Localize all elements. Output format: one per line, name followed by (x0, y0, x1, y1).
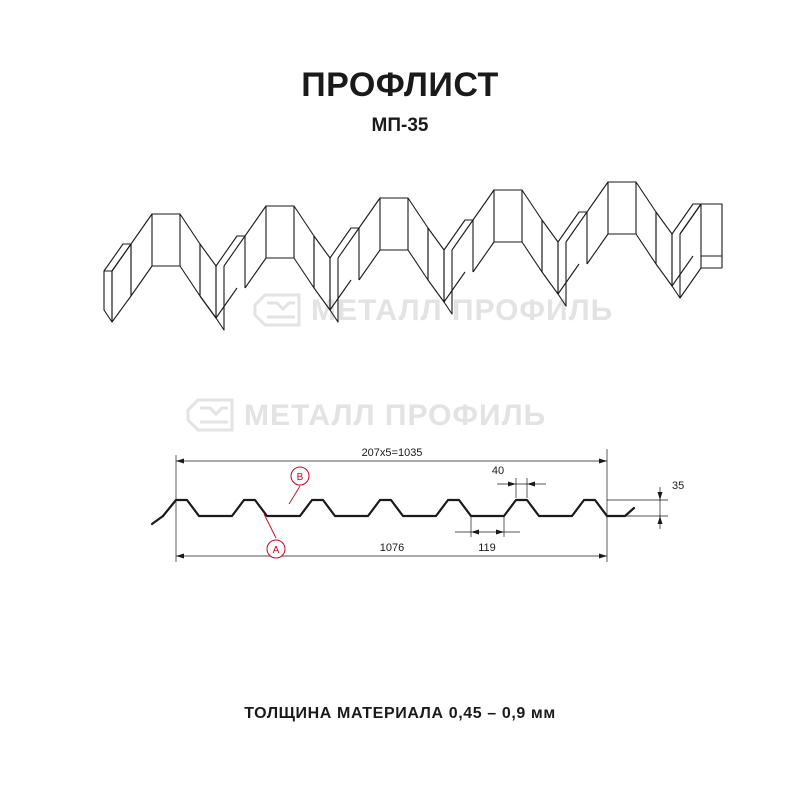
watermark-text-lower: МЕТАЛЛ ПРОФИЛЬ (244, 399, 547, 432)
page-title: ПРОФЛИСТ (301, 66, 499, 104)
callout-b-label: B (296, 472, 304, 483)
dimension-label-useful-width: 207х5=1035 (361, 447, 423, 459)
product-model: МП-35 (371, 115, 429, 136)
material-thickness-note: ТОЛЩИНА МАТЕРИАЛА 0,45 – 0,9 мм (244, 705, 556, 722)
watermark-lower (188, 399, 546, 432)
watermark-text-upper: МЕТАЛЛ ПРОФИЛЬ (311, 294, 614, 327)
dimension-label-rib-top-width: 40 (491, 465, 505, 477)
dimension-label-rib-height: 35 (672, 480, 685, 492)
metall-profil-logo-icon-2 (188, 400, 232, 430)
cross-section-profile (152, 500, 634, 524)
metall-profil-logo-icon (255, 295, 299, 325)
dimension-label-total-width: 1076 (379, 542, 405, 554)
dimension-label-rib-pitch: 119 (478, 542, 496, 554)
dimension-rib-height (607, 487, 668, 529)
callout-a-marker (264, 514, 285, 558)
callout-b-marker (289, 467, 309, 504)
dimension-rib-top-width (497, 478, 546, 498)
dimension-rib-pitch (455, 516, 520, 537)
watermark-upper (255, 294, 613, 327)
callout-a-label: A (272, 545, 280, 556)
